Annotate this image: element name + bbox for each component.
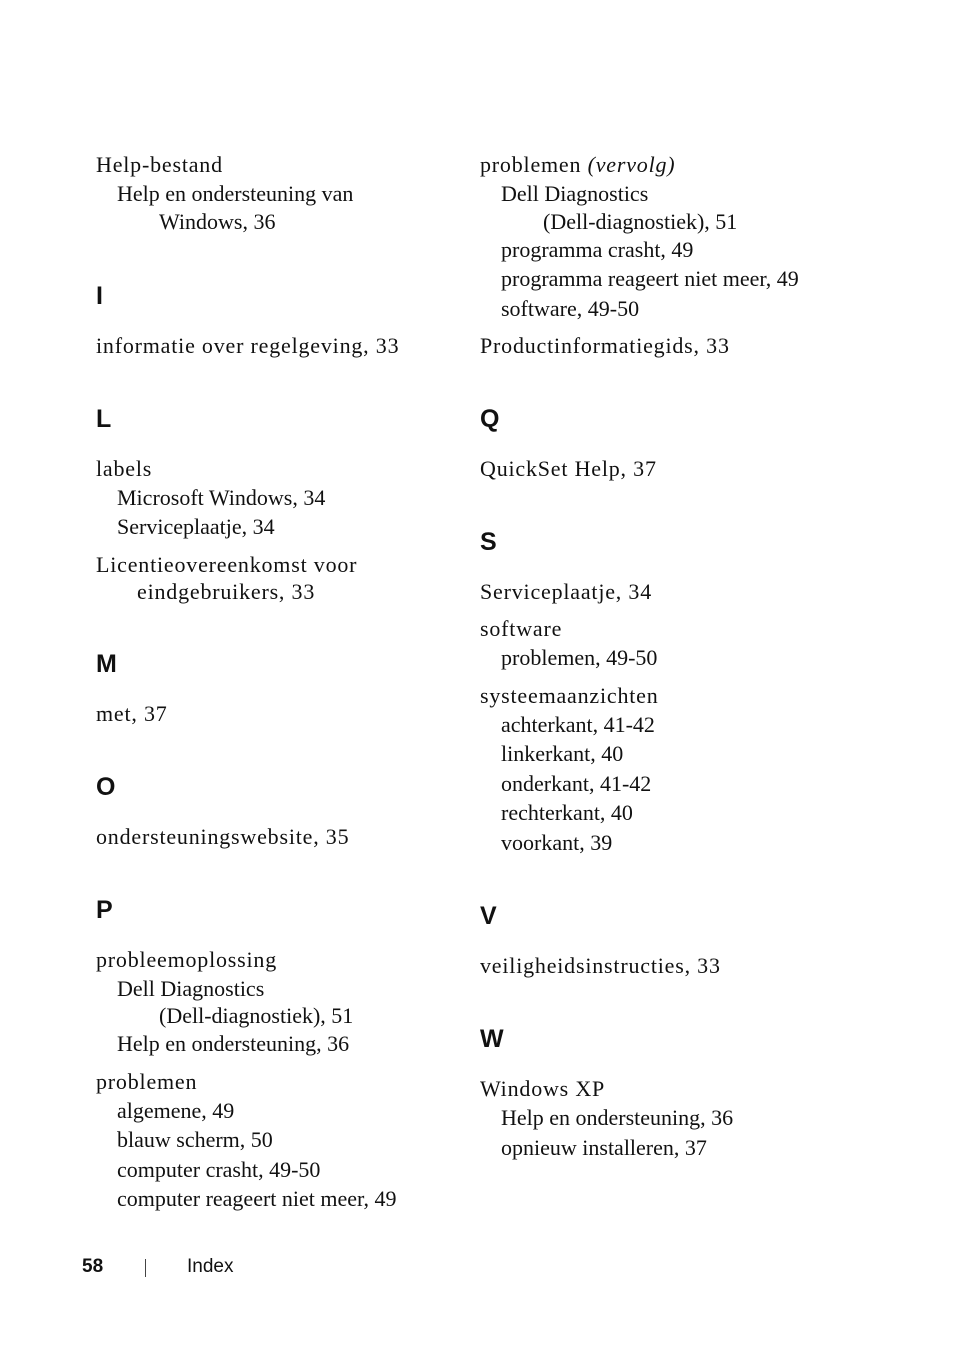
index-letter-heading: M [96, 649, 117, 678]
index-term [480, 150, 880, 179]
index-subterm: achterkant, 41-42 [501, 711, 655, 737]
index-subterm: computer reageert niet meer, 49 [117, 1186, 397, 1211]
index-term: probleemoplossing [96, 946, 278, 972]
index-subterm: Microsoft Windows, 34 [117, 484, 326, 510]
index-entry-problemen-vervolg [480, 150, 880, 323]
index-entry-help-bestand [96, 150, 446, 235]
index-letter-heading: P [96, 895, 113, 924]
index-subterm: linkerkant, 40 [501, 741, 624, 766]
index-subterm: Dell Diagnostics [117, 975, 265, 1001]
index-entry-serviceplaatje [480, 577, 880, 606]
index-entry-met [96, 699, 446, 728]
index-column-right [480, 150, 880, 1170]
index-term: met, 37 [96, 700, 168, 726]
index-subterm: Serviceplaatje, 34 [117, 514, 275, 539]
index-entry-problemen [96, 1067, 446, 1214]
index-term: Licentieovereenkomst voor [96, 551, 358, 577]
index-letter-heading: O [96, 772, 116, 801]
index-subterm: onderkant, 41-42 [501, 770, 652, 796]
index-term: problemen [96, 1068, 198, 1094]
index-term: veiligheidsinstructies, 33 [480, 953, 721, 978]
index-subterm: opnieuw installeren, 37 [501, 1134, 707, 1160]
index-entry-software [480, 614, 880, 673]
index-subterm-continuation: (Dell-diagnostiek), 51 [159, 1003, 354, 1028]
index-subterm-continuation: Windows, 36 [159, 208, 276, 234]
index-letter-heading: Q [480, 405, 500, 433]
index-entry-veiligheid [480, 951, 880, 980]
index-subterm: Dell Diagnostics [501, 181, 649, 206]
index-subterm: algemene, 49 [117, 1097, 235, 1123]
footer-separator [145, 1259, 146, 1277]
index-term: labels [96, 455, 153, 481]
index-term-continuation: eindgebruikers, 33 [137, 578, 316, 604]
index-term-text: problemen [480, 152, 588, 177]
index-entry-probleemoplossing [96, 945, 446, 1059]
index-letter-heading: I [96, 281, 103, 310]
index-subterm: programma reageert niet meer, 49 [501, 266, 799, 291]
index-letter-heading: S [480, 528, 497, 556]
index-entry-labels [96, 454, 446, 542]
index-letter-heading: W [480, 1025, 504, 1053]
page-number: 58 [82, 1256, 104, 1277]
index-term: systeemaanzichten [480, 682, 659, 708]
index-subterm-continuation: (Dell-diagnostiek), 51 [543, 208, 738, 234]
continued-marker: (vervolg) [587, 152, 676, 177]
index-term: informatie over regelgeving, 33 [96, 332, 400, 358]
index-term: ondersteuningswebsite, 35 [96, 823, 350, 849]
index-term: Windows XP [480, 1076, 606, 1101]
index-entry-ondersteuningswebsite [96, 822, 446, 851]
index-entry-informatie [96, 331, 446, 360]
index-entry-productinformatiegids [480, 331, 880, 360]
index-subterm: voorkant, 39 [501, 829, 613, 855]
footer-section-label: Index [187, 1256, 234, 1277]
index-column-left [96, 150, 446, 1222]
index-entry-windows-xp [480, 1074, 880, 1162]
index-entry-licentie [96, 550, 446, 605]
index-subterm: Help en ondersteuning, 36 [117, 1031, 350, 1056]
index-term: Help-bestand [96, 152, 223, 177]
index-subterm: blauw scherm, 50 [117, 1127, 273, 1152]
index-entry-systeemaanzichten [480, 681, 880, 858]
index-subterm: problemen, 49-50 [501, 645, 658, 670]
index-term: Productinformatiegids, 33 [480, 333, 730, 358]
index-subterm: software, 49-50 [501, 295, 640, 321]
index-subterm: Help en ondersteuning van [117, 181, 354, 206]
index-subterm: programma crasht, 49 [501, 236, 694, 262]
index-term: software [480, 616, 563, 641]
index-subterm: Help en ondersteuning, 36 [501, 1105, 734, 1130]
index-term: QuickSet Help, 37 [480, 456, 657, 481]
index-term: Serviceplaatje, 34 [480, 579, 652, 604]
index-subterm: rechterkant, 40 [501, 800, 633, 825]
index-subterm: computer crasht, 49-50 [117, 1156, 321, 1182]
index-letter-heading: V [480, 902, 497, 930]
index-entry-quickset [480, 454, 880, 483]
index-letter-heading: L [96, 404, 112, 433]
